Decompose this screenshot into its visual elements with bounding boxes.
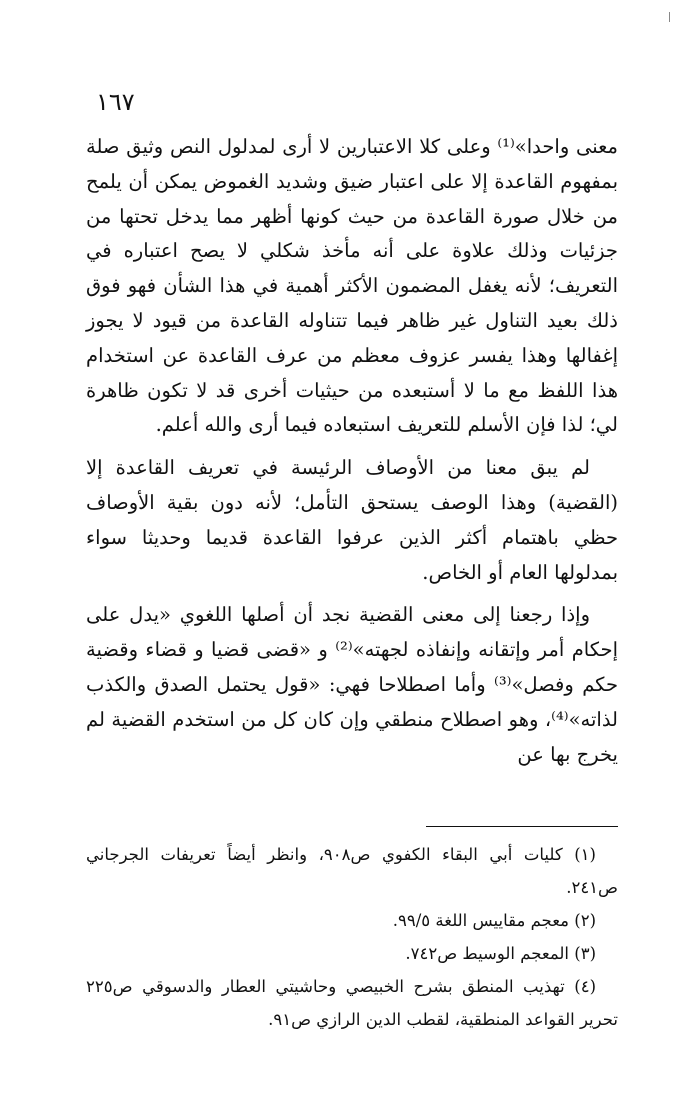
footnote: (٢) معجم مقاييس اللغة ٩٩/٥. [392,911,596,930]
page-number: ١٦٧ [96,88,135,116]
footnotes [86,838,618,1036]
main-text [86,130,618,772]
footnote: (١) كليات أبي البقاء الكفوي ص٩٠٨، وانظر أيضاً تعريفات الجرجاني ص٢٤١. [86,845,618,897]
footnote: (٤) تهذيب المنطق بشرح الخبيصي وحاشيتي العطار والدسوقي ص٢٢٥ تحرير القواعد المنطقية، لقطب الدين الرازي ص٩١. [86,977,618,1029]
paragraph: معنى واحدا»⁽¹⁾ وعلى كلا الاعتبارين لا أرى لمدلول النص وثيق صلة بمفهوم القاعدة إلا على اعتبار ضيق وشديد الغموض يمكن أن يلمح من خلال صورة القاعدة من حيث كونها أظهر مما يدخل تحتها من جزئيات وذلك علاوة على أنه مأخذ شكلي لا يصح اعتباره في التعريف؛ لأنه يغفل المضمون الأكثر أهمية في هذا الشأن فهو فوق ذلك بعيد التناول غير ظاهر فيما تتناوله القاعدة من قيود لا يجوز إغفالها وهذا يفسر عزوف معظم من عرف القاعدة عن استخدام هذا اللفظ مع ما لا أستبعده من حيثيات أخرى قد لا تكون ظاهرة لي؛ لذا فإن الأسلم للتعريف استبعاده فيما أرى والله أعلم. [86,135,618,437]
paragraph: وإذا رجعنا إلى معنى القضية نجد أن أصلها اللغوي «يدل على إحكام أمر وإتقانه وإنفاذه لجهته»⁽²⁾ و «قضى قضيا و قضاء وقضية حكم وفصل»⁽³⁾ وأما اصطلاحا فهي: «قول يحتمل الصدق والكذب لذاته»⁽⁴⁾، وهو اصطلاح منطقي وإن كان كل من استخدم القضية لم يخرج بها عن [86,603,619,766]
scan-edge-mark [669,12,670,22]
footnote: (٣) المعجم الوسيط ص٧٤٢. [405,944,596,963]
paragraph: لم يبق معنا من الأوصاف الرئيسة في تعريف القاعدة إلا (القضية) وهذا الوصف يستحق التأمل؛ لأنه دون بقية الأوصاف حظي باهتمام أكثر الذين عرفوا القاعدة قديما وحديثا سواء بمدلولها العام أو الخاص. [86,456,618,584]
footnote-separator [426,826,618,827]
